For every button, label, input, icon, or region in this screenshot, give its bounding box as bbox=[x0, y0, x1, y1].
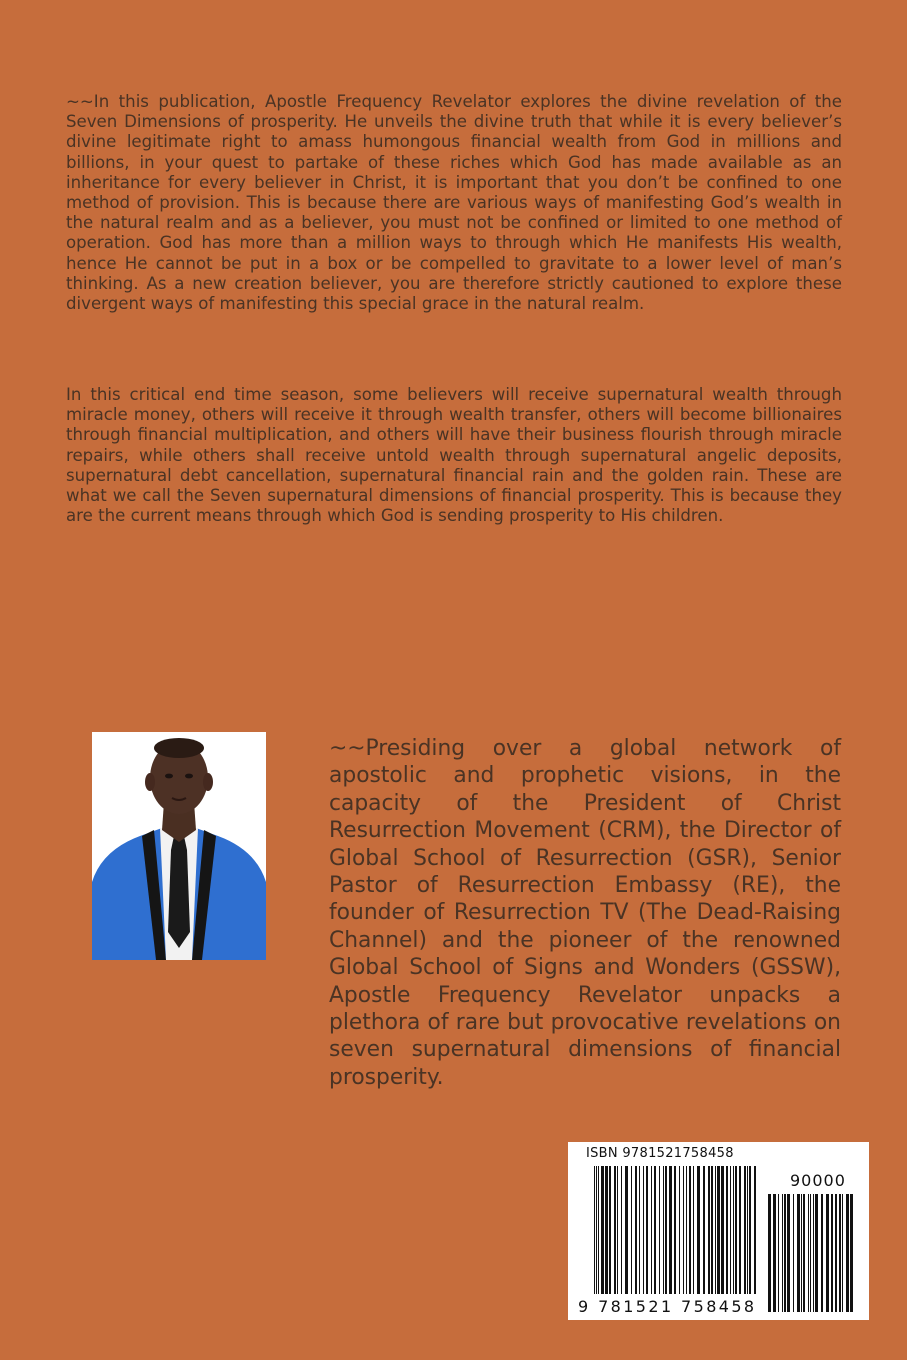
barcode-bar bbox=[801, 1194, 802, 1312]
barcode-bar bbox=[749, 1166, 751, 1294]
barcode-bar bbox=[686, 1166, 687, 1294]
barcode-bar bbox=[821, 1194, 823, 1312]
barcode-bar bbox=[815, 1194, 818, 1312]
barcode-bar bbox=[787, 1194, 790, 1312]
barcode-bar bbox=[733, 1166, 734, 1294]
barcode-bar bbox=[735, 1166, 737, 1294]
barcode-bar bbox=[810, 1194, 811, 1312]
barcode-bar bbox=[747, 1166, 748, 1294]
barcode-bar bbox=[621, 1166, 622, 1294]
barcode-bars bbox=[568, 1142, 869, 1320]
blurb-paragraph-2: In this critical end time season, some believers will receive supernatural wealth through miracle money, others will receive it through wealth transfer, others will become billionaires through financial multiplication, and others will have their business flourish through miracle repairs, while others shall receive untold wealth through supernatural angelic deposits, supernatural debt cancellation, supernatural financial rain and the golden rain. These are what we call the Seven supernatural dimensions of financial prosperity. This is because they are the current means through which God is sending prosperity to His children. bbox=[66, 385, 842, 526]
barcode-bar bbox=[839, 1194, 841, 1312]
barcode-bar bbox=[835, 1194, 837, 1312]
barcode-bar bbox=[651, 1166, 652, 1294]
isbn-label: ISBN 9781521758458 bbox=[586, 1146, 734, 1161]
barcode-bar bbox=[803, 1194, 805, 1312]
barcode-bar bbox=[708, 1166, 710, 1294]
barcode-bar bbox=[768, 1194, 771, 1312]
barcode-bar bbox=[665, 1166, 667, 1294]
barcode-bar bbox=[646, 1166, 648, 1294]
barcode-bar bbox=[754, 1166, 756, 1294]
barcode-bar bbox=[654, 1166, 656, 1294]
barcode-bar bbox=[726, 1166, 728, 1294]
barcode-bar bbox=[715, 1166, 716, 1294]
barcode-bar bbox=[614, 1166, 616, 1294]
barcode-bar bbox=[635, 1166, 637, 1294]
barcode-bar bbox=[703, 1166, 705, 1294]
barcode-bar bbox=[689, 1166, 691, 1294]
barcode-bar bbox=[659, 1166, 660, 1294]
barcode-bar bbox=[617, 1166, 618, 1294]
barcode-bar bbox=[784, 1194, 786, 1312]
barcode-bar bbox=[631, 1166, 632, 1294]
barcode-bar bbox=[594, 1166, 595, 1294]
barcode-bar bbox=[625, 1166, 628, 1294]
barcode-bar bbox=[639, 1166, 640, 1294]
barcode-bar bbox=[793, 1194, 794, 1312]
barcode-bar bbox=[717, 1166, 720, 1294]
barcode-digits: 9 781521 758458 bbox=[578, 1297, 757, 1316]
barcode-bar bbox=[808, 1194, 809, 1312]
barcode-bar bbox=[674, 1166, 676, 1294]
barcode-bar bbox=[778, 1194, 779, 1312]
barcode-bar bbox=[744, 1166, 746, 1294]
barcode-bar bbox=[797, 1194, 800, 1312]
barcode-bar bbox=[669, 1166, 672, 1294]
barcode-bar bbox=[850, 1194, 853, 1312]
barcode-bar bbox=[711, 1166, 713, 1294]
barcode-bar bbox=[846, 1194, 849, 1312]
author-photo bbox=[92, 732, 266, 960]
barcode-bar bbox=[679, 1166, 680, 1294]
barcode-bar bbox=[693, 1166, 694, 1294]
barcode-bar bbox=[782, 1194, 783, 1312]
barcode-bar bbox=[683, 1166, 684, 1294]
barcode-bar bbox=[813, 1194, 814, 1312]
barcode-bar bbox=[739, 1166, 741, 1294]
barcode-bar bbox=[826, 1194, 829, 1312]
barcode-bar bbox=[609, 1166, 611, 1294]
barcode-bar bbox=[598, 1166, 599, 1294]
barcode-bar bbox=[605, 1166, 608, 1294]
barcode-bar bbox=[773, 1194, 776, 1312]
isbn-barcode bbox=[568, 1142, 869, 1320]
price-code: 90000 bbox=[790, 1171, 846, 1190]
author-bio: ~~Presiding over a global network of apostolic and prophetic visions, in the capacity of the President of Christ Resurrection Movement (CRM), the Director of Global School of Resurrection (GSR), Senior Pastor of Resurrection Embassy (RE), the founder of Resurrection TV (The Dead-Raising Channel) and the pioneer of the renowned Global School of Signs and Wonders (GSSW), Apostle Frequency Revelator unpacks a plethora of rare but provocative revelations on seven supernatural dimensions of financial prosperity. bbox=[329, 736, 841, 1090]
barcode-bar bbox=[697, 1166, 700, 1294]
barcode-bar bbox=[730, 1166, 731, 1294]
barcode-bar bbox=[831, 1194, 833, 1312]
barcode-bar bbox=[643, 1166, 644, 1294]
barcode-bar bbox=[601, 1166, 604, 1294]
barcode-bar bbox=[663, 1166, 664, 1294]
blurb-paragraph-1: ~~In this publication, Apostle Frequency Revelator explores the divine revelation of the Seven Dimensions of prosperity. He unveils the divine truth that while it is every believer’s divine legitimate right to amass humongous financial wealth from God in millions and billions, in your quest to partake of these riches which God has made available as an inheritance for every believer in Christ, it is important that you don’t be confined to one method of provision. This is because there are various ways of manifesting God’s wealth in the natural realm and as a believer, you must not be confined or limited to one method of operation. God has more than a million ways to through which He manifests His wealth, hence He cannot be put in a box or be compelled to gravitate to a lower level of man’s thinking. As a new creation believer, you are therefore strictly cautioned to explore these divergent ways of manifesting this special grace in the natural realm. bbox=[66, 92, 842, 314]
barcode-bar bbox=[721, 1166, 724, 1294]
barcode-bar bbox=[842, 1194, 843, 1312]
barcode-bar bbox=[596, 1166, 597, 1294]
